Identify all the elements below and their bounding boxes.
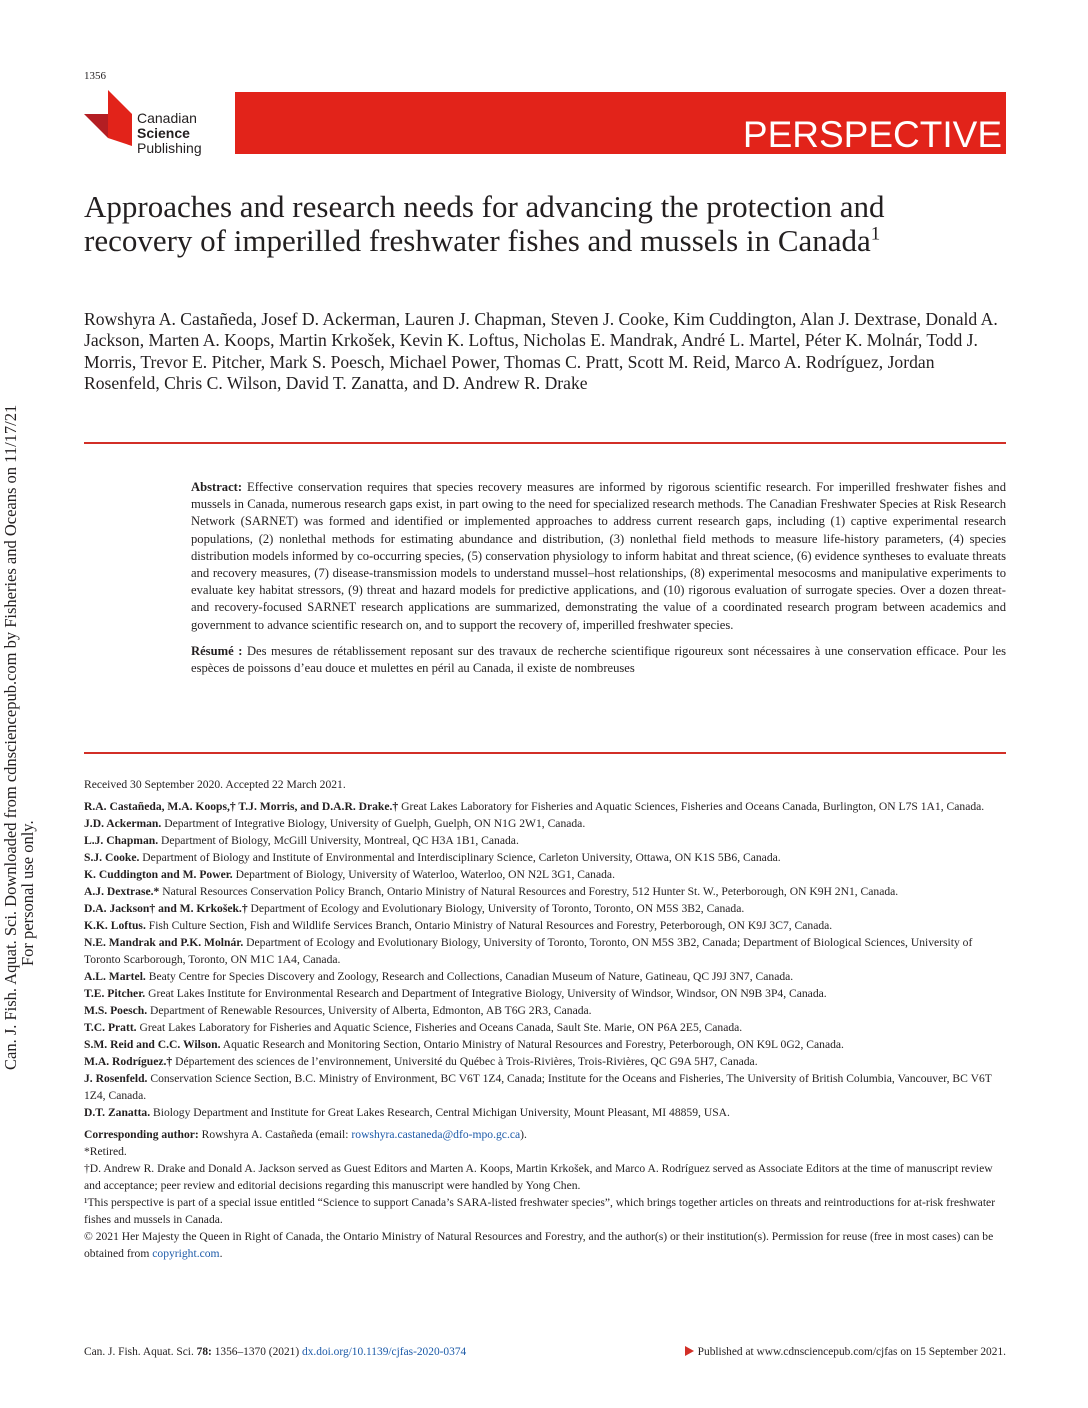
affiliation-text: Great Lakes Laboratory for Fisheries and Aquatic Science, Fisheries and Oceans Canada, Sault Ste. Marie, ON P6A 2E5, Canada. — [136, 1021, 743, 1034]
abstract-label: Abstract: — [191, 480, 243, 494]
affiliation-names: K. Cuddington and M. Power. — [84, 868, 233, 881]
affiliation-text: Department of Integrative Biology, University of Guelph, Guelph, ON N1G 2W1, Canada. — [161, 817, 586, 830]
affiliation-names: A.J. Dextrase.* — [84, 885, 160, 898]
abstract-text: Effective conservation requires that species recovery measures are informed by rigorous scientific research. For imperilled freshwater fishes and mussels in Canada, numerous research gaps exist, in part owing to the need for specialized research methods. The Canadian Freshwater Species at Risk Research Network (SARNET) was formed and identified or implemented approaches to address current research gaps, including (1) captive experimental research populations, (2) nonlethal methods for estimating abundance and distribution, (3) nonlethal field methods to measure life-history parameters, (4) species distribution models informed by co-occurring species, (5) conservation physiology to inform habitat and threat science, (6) evidence syntheses to evaluate threats and recovery measures, (7) disease-transmission models to understand mussel–host relationships, (8) experimental mesocosms and manipulative experiments to evaluate key habitat stressors, (9) threat and hazard models for predictive applications, and (10) rigorous evaluation of surrogate species. Over a dozen threat- and recovery-focused SARNET research applications are summarized, demonstrating the value of a coordinated research program between academics and government to advance scientific research on, and to support the recovery of, imperilled freshwater species. — [191, 480, 1006, 632]
affiliation-text: Department of Biology and Institute of Environmental and Interdisciplinary Science, Carleton University, Ottawa, ON K1S 5B6, Canada. — [139, 851, 781, 864]
affiliation-text: Fish Culture Section, Fish and Wildlife Services Branch, Ontario Ministry of Natural Resources and Forestry, Peterborough, ON K9J 3C7, Canada. — [145, 919, 833, 932]
abstract-paragraph — [191, 479, 1006, 634]
corresponding-label: Corresponding author: — [84, 1128, 199, 1141]
corresponding-text: Rowshyra A. Castañeda (email: — [198, 1128, 352, 1141]
affiliation — [84, 968, 1006, 985]
affiliation-text: Natural Resources Conservation Policy Branch, Ontario Ministry of Natural Resources and Forestry, 512 Hunter St. W., Peterborough, ON K9H 2N1, Canada. — [159, 885, 899, 898]
affiliation — [84, 849, 1006, 866]
corresponding-email-link[interactable]: rowshyra.castaneda@dfo-mpo.gc.ca — [351, 1128, 521, 1141]
affiliation-names: M.S. Poesch. — [84, 1004, 148, 1017]
watermark-line2: For personal use only. — [18, 820, 37, 966]
publisher-line1: Canadian — [137, 110, 197, 126]
affiliation-names: T.E. Pitcher. — [84, 987, 146, 1000]
affiliation-names: D.A. Jackson† and M. Krkošek.† — [84, 902, 248, 915]
publisher-line2: Science — [137, 125, 190, 141]
affiliation-text: Great Lakes Laboratory for Fisheries and Aquatic Sciences, Fisheries and Oceans Canada, Burlington, ON L7S 1A1, Canada. — [398, 800, 985, 813]
affiliation — [84, 900, 1006, 917]
affiliation-text: Conservation Science Section, B.C. Ministry of Environment, BC V6T 1Z4, Canada; Institute for the Oceans and Fisheries, The University of British Columbia, Vancouver, BC V6T 1Z4, Canada. — [84, 1072, 992, 1102]
resume-label: Résumé : — [191, 643, 243, 658]
author-list: Rowshyra A. Castañeda, Josef D. Ackerman, Lauren J. Chapman, Steven J. Cooke, Kim Cuddington, Alan J. Dextrase, Donald A. Jackson, Marten A. Koops, Martin Krkošek, Kevin K. Loftus, Nicholas E. Mandrak, André L. Martel, Péter K. Molnár, Todd J. Morris, Trevor E. Pitcher, Mark S. Poesch, Michael Power, Thomas C. Pratt, Scott M. Reid, Marco A. Rodríguez, Jordan Rosenfeld, Chris C. Wilson, David T. Zanatta, and D. Andrew R. Drake — [84, 309, 998, 394]
footer-published — [685, 1346, 1006, 1358]
special-issue-note: ¹This perspective is part of a special issue entitled “Science to support Canada’s SARA-listed freshwater species”, which brings together articles on threats and reintroductions for at-risk freshwater fishes and mussels in Canada. — [84, 1196, 996, 1226]
affiliation — [84, 1036, 1006, 1053]
affiliation-text: Department of Biology, University of Waterloo, Waterloo, ON N2L 3G1, Canada. — [232, 868, 615, 881]
affiliation — [84, 934, 1006, 968]
affiliation-text: Aquatic Research and Monitoring Section, Ontario Ministry of Natural Resources and Forestry, Peterborough, ON K9L 0G2, Canada. — [220, 1038, 844, 1051]
publisher-logo — [137, 111, 202, 156]
affiliation — [84, 832, 1006, 849]
affiliation — [84, 1053, 1006, 1070]
affiliation-text: Beaty Centre for Species Discovery and Zoology, Research and Collections, Canadian Museum of Nature, Gatineau, QC J9J 3N7, Canada. — [145, 970, 794, 983]
article-type-label: PERSPECTIVE — [742, 114, 1002, 155]
footnotes — [84, 776, 1006, 1262]
affiliation-text: Department of Ecology and Evolutionary Biology, University of Toronto, Toronto, ON M5S 3B2, Canada; Department of Biological Sciences, University of Toronto Scarborough, Toronto, ON M1C 1A4, Canada. — [84, 936, 973, 966]
copyright-link[interactable]: copyright.com — [152, 1247, 220, 1260]
affiliation — [84, 1070, 1006, 1104]
affiliation-names: D.T. Zanatta. — [84, 1106, 151, 1119]
editor-note: †D. Andrew R. Drake and Donald A. Jackson served as Guest Editors and Marten A. Koops, Martin Krkošek, and Marco A. Rodríguez served as Associate Editors at the time of manuscript review and acceptance; peer review and editorial decisions regarding this manuscript were handled by Yong Chen. — [84, 1162, 993, 1192]
resume-paragraph — [191, 643, 1006, 677]
corresponding-author — [84, 1126, 1006, 1143]
affiliation-names: J.D. Ackerman. — [84, 817, 162, 830]
footer-citation — [84, 1346, 466, 1358]
footer-published-text: Published at www.cdnsciencepub.com/cjfas on 15 September 2021. — [697, 1346, 1006, 1358]
affiliation-names: M.A. Rodríguez.† — [84, 1055, 173, 1068]
affiliation — [84, 1019, 1006, 1036]
affiliation-text: Department of Ecology and Evolutionary Biology, University of Toronto, Toronto, ON M5S 3B2, Canada. — [247, 902, 745, 915]
affiliation-text: Département des sciences de l’environnement, Université du Québec à Trois-Rivières, Trois-Rivières, QC G9A 5H7, Canada. — [172, 1055, 758, 1068]
article-title — [84, 190, 994, 258]
affiliation-names: N.E. Mandrak and P.K. Molnár. — [84, 936, 244, 949]
article-title-text: Approaches and research needs for advancing the protection and recovery of imperilled freshwater fishes and mussels in Canada — [84, 189, 885, 258]
affiliation-text: Department of Renewable Resources, University of Alberta, Edmonton, AB T6G 2R3, Canada. — [147, 1004, 592, 1017]
corresponding-close: ). — [520, 1128, 527, 1141]
affiliation — [84, 1104, 1006, 1121]
publisher-line3: Publishing — [137, 140, 202, 156]
page-number: 1356 — [84, 70, 106, 82]
affiliation-names: A.L. Martel. — [84, 970, 146, 983]
affiliation-text: Department of Biology, McGill University, Montreal, QC H3A 1B1, Canada. — [158, 834, 519, 847]
affiliation-text: Great Lakes Institute for Environmental Research and Department of Integrative Biology, University of Windsor, Windsor, ON N9B 3P4, Canada. — [145, 987, 827, 1000]
received-date: Received 30 September 2020. Accepted 22 March 2021. — [84, 778, 346, 791]
affiliation — [84, 1002, 1006, 1019]
article-type-banner — [235, 92, 1006, 154]
copyright-close: . — [219, 1247, 223, 1260]
affiliation-names: T.C. Pratt. — [84, 1021, 137, 1034]
footer-doi-link[interactable]: dx.doi.org/10.1139/cjfas-2020-0374 — [302, 1346, 467, 1358]
affiliation-names: S.M. Reid and C.C. Wilson. — [84, 1038, 221, 1051]
footer-volume: 78: — [196, 1346, 212, 1358]
arrow-right-icon — [685, 1346, 694, 1356]
affiliation — [84, 883, 1006, 900]
affiliation — [84, 917, 1006, 934]
affiliation — [84, 985, 1006, 1002]
divider-bottom — [84, 752, 1006, 754]
footer-pages: 1356–1370 (2021) — [211, 1346, 303, 1358]
watermark-line1: Can. J. Fish. Aquat. Sci. Downloaded from cdnsciencepub.com by Fisheries and Oceans on 11/17/21 — [1, 404, 20, 1070]
affiliation-names: J. Rosenfeld. — [84, 1072, 148, 1085]
affiliation-names: R.A. Castañeda, M.A. Koops,† T.J. Morris, and D.A.R. Drake.† — [84, 800, 399, 813]
affiliation-text: Biology Department and Institute for Great Lakes Research, Central Michigan University, Mount Pleasant, MI 48859, USA. — [150, 1106, 730, 1119]
publisher-logo-mark — [84, 90, 132, 146]
copyright-text: © 2021 Her Majesty the Queen in Right of Canada, the Ontario Ministry of Natural Resources and Forestry, and the author(s) or their institution(s). Permission for reuse (free in most cases) can be obtained from — [84, 1230, 994, 1260]
abstract-section — [191, 479, 1006, 686]
copyright-note — [84, 1228, 1006, 1262]
footer-journal: Can. J. Fish. Aquat. Sci. — [84, 1346, 197, 1358]
affiliation — [84, 866, 1006, 883]
divider-top — [84, 442, 1006, 444]
download-watermark — [2, 350, 36, 1070]
affiliation — [84, 815, 1006, 832]
affiliation-names: L.J. Chapman. — [84, 834, 159, 847]
resume-text: Des mesures de rétablissement reposant sur des travaux de recherche scientifique rigoureux sont nécessaires à une conservation efficace. Pour les espèces de poissons d’eau douce et mulettes en péril au Canada, il existe de nombreuses — [191, 643, 1007, 676]
title-footnote-marker: 1 — [870, 223, 881, 245]
affiliation-names: K.K. Loftus. — [84, 919, 146, 932]
affiliation-names: S.J. Cooke. — [84, 851, 140, 864]
retired-note: *Retired. — [84, 1145, 127, 1158]
affiliation — [84, 798, 1006, 815]
